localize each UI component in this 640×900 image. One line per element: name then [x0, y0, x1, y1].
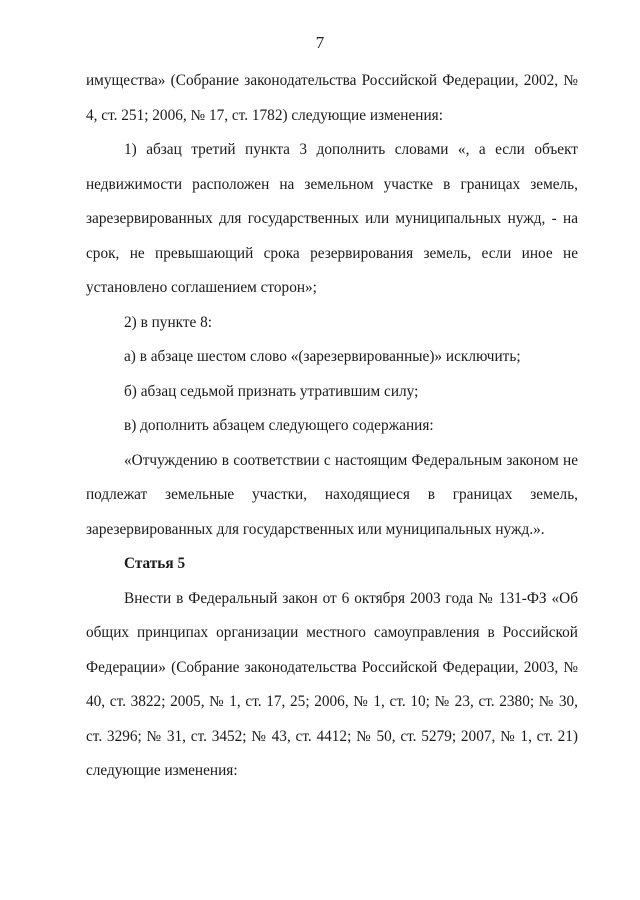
paragraph-article-5-intro: Внести в Федеральный закон от 6 октября 2003 года № 131-ФЗ «Об общих принципах организации местного самоуправления в Российской Федерации» (Собрание законодательства Российской Федерации, 2003, № 40, ст. 3822; 2005, № 1, ст. 17, 25; 2006, № 1, ст. 10; № 23, ст. 2380; № 30, ст. 3296; № 31, ст. 3452; № 43, ст. 4412; № 50, ст. 5279; 2007, № 1, ст. 21) следующие изменения:: [86, 589, 578, 779]
paragraph-item-1: 1) абзац третий пункта 3 дополнить словами «, а если объект недвижимости расположен на земельном участке в границах земель, зарезервированных для государственных или муниципальных нужд, - на срок, не превышающий срока резервирования земель, если иное не установлено соглашением сторон»;: [86, 141, 578, 296]
paragraph-quoted-text: «Отчуждению в соответствии с настоящим Федеральным законом не подлежат земельные участки, находящиеся в границах земель, зарезервированных для государственных или муниципальных нужд.».: [86, 451, 578, 538]
paragraph-item-2: 2) в пункте 8:: [124, 313, 213, 331]
page-number: 7: [315, 33, 325, 52]
paragraph-subitem-v: в) дополнить абзацем следующего содержания:: [124, 417, 434, 434]
paragraph-subitem-b: б) абзац седьмой признать утратившим силу;: [124, 382, 419, 400]
paragraph-subitem-a: а) в абзаце шестом слово «(зарезервированные)» исключить;: [124, 348, 521, 365]
article-heading: Статья 5: [124, 555, 186, 572]
document-body: [86, 64, 578, 789]
paragraph-continuation: имущества» (Собрание законодательства Российской Федерации, 2002, № 4, ст. 251; 2006, № 17, ст. 1782) следующие изменения:: [86, 72, 578, 124]
